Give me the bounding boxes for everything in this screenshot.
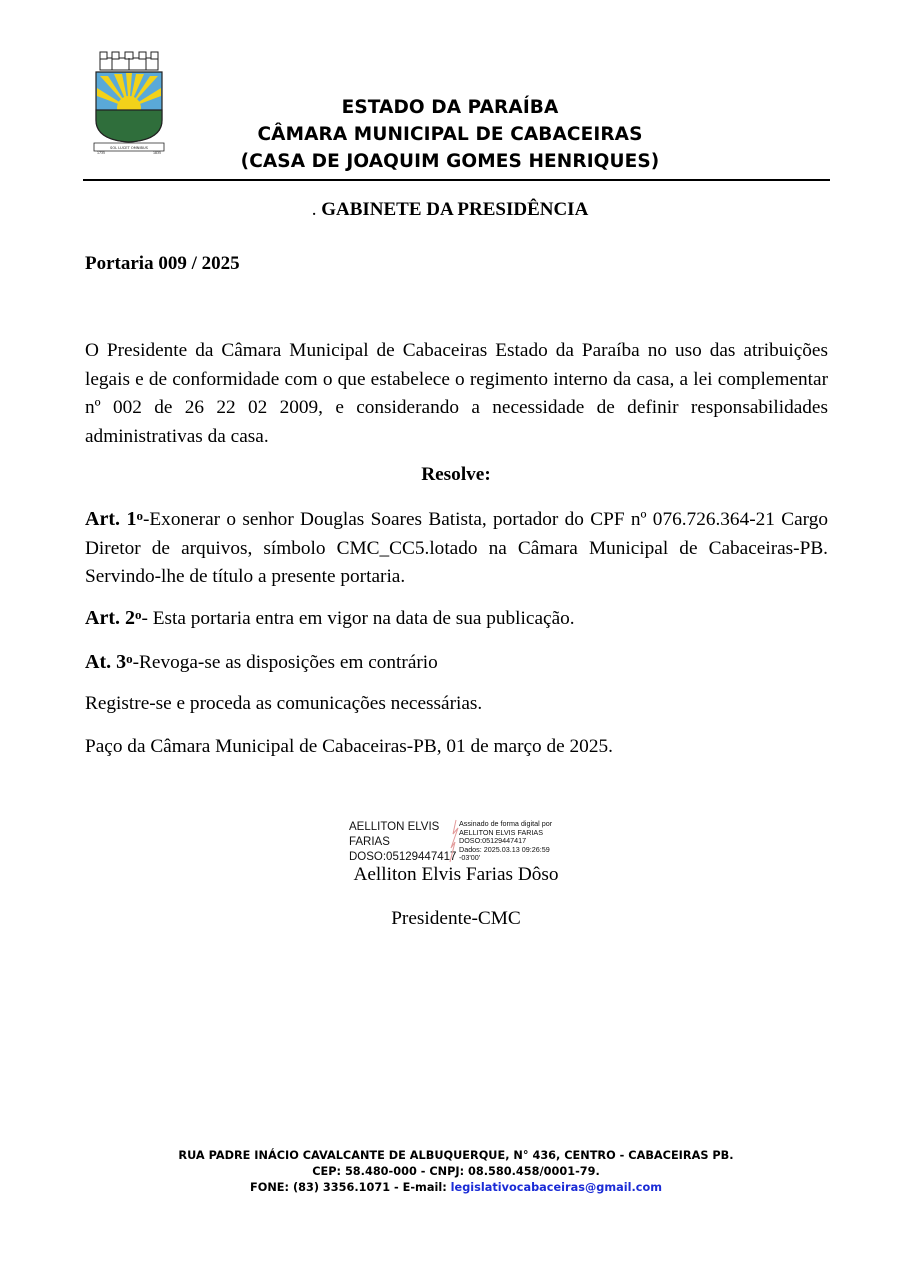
office-title: GABINETE DA PRESIDÊNCIA — [321, 199, 589, 220]
signature-meta-line-2: AELLITON ELVIS FARIAS — [459, 827, 544, 837]
crest-year-right: 1835 — [152, 151, 162, 154]
signature-meta-line-3: DOSO:05129447417 — [459, 836, 527, 846]
letterhead — [170, 94, 730, 175]
article-1 — [85, 505, 828, 592]
article-1-text: -Exonerar o senhor Douglas Soares Batista, portador do CPF nº 076.726.364-21 Cargo Diretor de arquivos, símbolo CMC_CC5.lotado na Câmara Municipal de Cabaceiras-PB. Servindo-lhe de título a presente portaria. — [85, 509, 829, 587]
footer-address: RUA PADRE INÁCIO CAVALCANTE DE ALBUQUERQUE, N° 436, CENTRO - CABACEIRAS PB. — [178, 1149, 734, 1162]
place-date-line: Paço da Câmara Municipal de Cabaceiras-PB, 01 de março de 2025. — [85, 736, 613, 757]
resolve-heading: Resolve: — [421, 464, 491, 485]
portaria-number: Portaria 009 / 2025 — [85, 253, 240, 274]
chamber-name: CÂMARA MUNICIPAL DE CABACEIRAS — [257, 124, 643, 145]
signature-meta-line-4: Dados: 2025.03.13 09:26:59 — [459, 844, 550, 854]
article-1-ordinal: o — [136, 508, 143, 523]
footer — [0, 1148, 900, 1196]
house-name: (CASA DE JOAQUIM GOMES HENRIQUES) — [240, 151, 660, 172]
preamble-paragraph: O Presidente da Câmara Municipal de Cabaceiras Estado da Paraíba no uso das atribuições legais e de conformidade com o que estabelece o regimento interno da casa, a lei complementar nº 002 de 26 22 02 2009, e considerando a necessidade de definir responsabilidades administrativas da casa. — [85, 340, 828, 447]
signer-role: Presidente-CMC — [391, 908, 521, 929]
office-heading — [0, 199, 900, 221]
signature-name-line-1: AELLITON ELVIS — [349, 821, 440, 833]
signature-meta-line-1: Assinado de forma digital por — [459, 819, 553, 828]
article-3-label: At. 3 — [85, 651, 127, 673]
article-2-text: - Esta portaria entra em vigor na data de sua publicação. — [141, 608, 575, 629]
article-2-label: Art. 2 — [85, 607, 135, 629]
signature-name-line-3: DOSO:05129447417 — [349, 851, 457, 863]
office-prefix: . — [311, 199, 317, 220]
state-name: ESTADO DA PARAÍBA — [341, 97, 559, 118]
article-2-ordinal: o — [134, 607, 142, 622]
signature-meta-line-5: -03'00' — [459, 853, 481, 863]
footer-cep-cnpj: CEP: 58.480-000 - CNPJ: 08.580.458/0001-79. — [312, 1165, 600, 1178]
footer-contact — [0, 1180, 900, 1196]
article-2 — [85, 604, 828, 634]
crest-year-left: 1735 — [96, 151, 106, 154]
article-1-label: Art. 1 — [85, 508, 137, 530]
signer-name: Aelliton Elvis Farias Dôso — [353, 864, 559, 885]
footer-phone: FONE: (83) 3356.1071 - E-mail: — [250, 1181, 451, 1194]
article-3-text: -Revoga-se as disposições em contrário — [132, 652, 438, 673]
crest-ribbon-text: SOL LUCET OMNIBUS — [110, 146, 148, 150]
digital-signature-name — [349, 820, 459, 865]
header-divider — [83, 179, 830, 181]
footer-email-link[interactable]: legislativocabaceiras@gmail.com — [450, 1181, 662, 1194]
registre-line: Registre-se e proceda as comunicações necessárias. — [85, 693, 483, 714]
digital-signature-details — [459, 820, 579, 863]
article-3-ordinal: o — [126, 651, 133, 666]
article-3 — [85, 648, 828, 678]
municipal-crest-logo — [92, 50, 166, 154]
signature-name-line-2: FARIAS — [349, 836, 390, 848]
